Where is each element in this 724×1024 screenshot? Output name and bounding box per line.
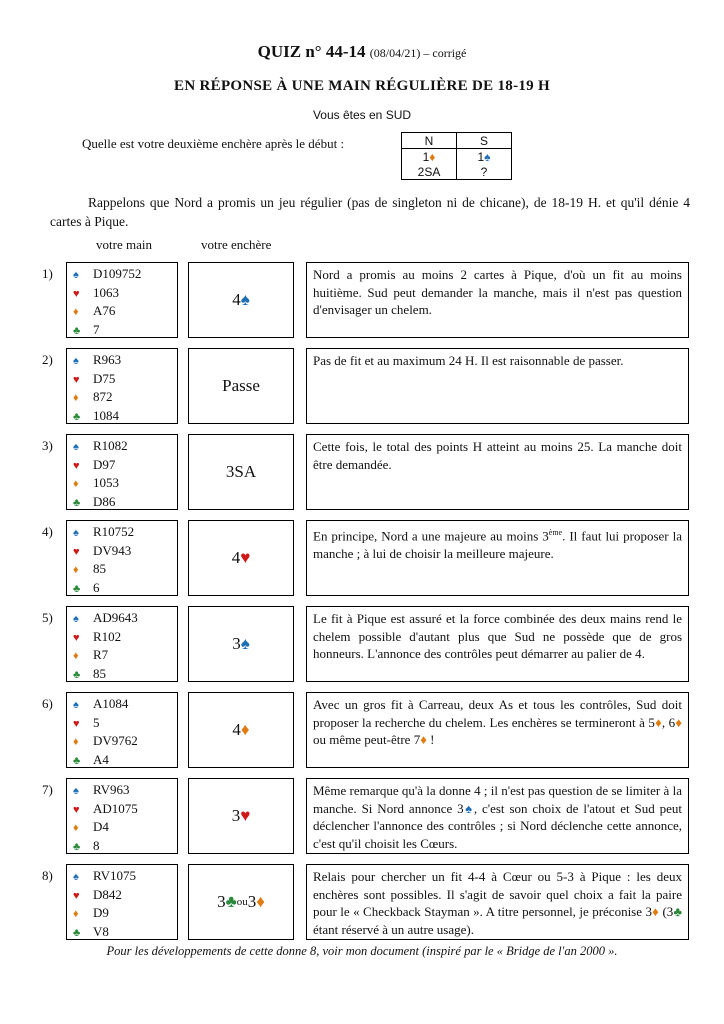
- explanation-box: Même remarque qu'à la donne 4 ; il n'est pas question de se limiter à la manche. Si Nord annonce 3♠, c'est son choix de l'atout et Sud peut déclencher l'annonce des contrôles ; si Nord déclenche cette annonce, c'est qu'il choisit les Cœurs.: [306, 778, 689, 854]
- club-icon: ♣: [225, 892, 237, 911]
- diamond-icon: ♦: [675, 714, 682, 730]
- spade-icon: ♠: [484, 149, 491, 164]
- explanation-box: Nord a promis au moins 2 cartes à Pique, d'où un fit au moins huitième. Sud peut demander la manche, mais il n'est pas question d'envisager un chelem.: [306, 262, 689, 338]
- explanation-box: Relais pour chercher un fit 4-4 à Cœur ou 5-3 à Pique : les deux enchères sont possibles. Il s'agit de savoir quel choix a fait la paire pour le « Checkback Stayman ». A titre personnel, je préconise 3♦ (3♣ étant réservé à un autre usage).: [306, 864, 689, 940]
- diamond-icon: ♦: [73, 564, 79, 576]
- hand-cards: D842: [93, 886, 122, 902]
- position-line: Vous êtes en SUD: [312, 108, 412, 122]
- heart-icon: ♥: [73, 545, 80, 558]
- auction-cell: 1♦: [402, 149, 457, 165]
- hand-cards: R10752: [93, 524, 135, 539]
- club-icon: ♣: [73, 324, 81, 337]
- spade-icon: ♠: [73, 441, 79, 453]
- explanation-box: Avec un gros fit à Carreau, deux As et tous les contrôles, Sud doit proposer la recherche du chelem. Les enchères se termineront à 5♦, 6♦ ou même peut-être 7♦ !: [306, 692, 689, 768]
- heart-icon: ♥: [240, 548, 251, 567]
- spade-icon: ♠: [73, 613, 79, 625]
- hand-cards: R7: [93, 647, 109, 662]
- bid-box: 4 ♥: [188, 520, 294, 596]
- heart-icon: ♥: [73, 459, 80, 472]
- hand-suit-row: [73, 474, 177, 493]
- hand-cards: D75: [93, 370, 116, 386]
- diamond-icon: ♦: [73, 478, 79, 490]
- hand-cards: AD1075: [93, 800, 138, 816]
- explanation-box: Le fit à Pique est assuré et la force combinée des deux mains rend le chelem possible d'autant plus que Sud ne possède que de gros honneurs. L'annonce des contrôles peut démarrer au palier de 4.: [306, 606, 689, 682]
- hand-suit-row: [73, 781, 177, 800]
- diamond-icon: ♦: [73, 908, 79, 920]
- quiz-title: QUIZ n° 44-14: [257, 42, 366, 61]
- hand-cards: D97: [93, 456, 116, 472]
- hand-cards: R1082: [93, 438, 128, 453]
- quiz-date: (08/04/21) – corrigé: [369, 46, 467, 60]
- hand-cards: D9: [93, 905, 109, 920]
- heart-icon: ♥: [240, 806, 251, 825]
- spade-icon: ♠: [463, 800, 474, 816]
- diamond-icon: ♦: [256, 892, 265, 911]
- bid-box: 4 ♠: [188, 262, 294, 338]
- auction-header-s: S: [457, 133, 512, 149]
- deal-number: 8): [42, 868, 53, 883]
- hand-suit-row: [73, 321, 177, 340]
- bid-box: 3 ♣ ou 3 ♦: [188, 864, 294, 940]
- spade-icon: ♠: [73, 355, 79, 367]
- hand-cards: R102: [93, 628, 122, 644]
- deal-number: 6): [42, 696, 53, 711]
- auction-cell: 1♠: [457, 149, 512, 165]
- hand-suit-row: [73, 456, 177, 475]
- hand-suit-row: [73, 284, 177, 303]
- hand-suit-row: [73, 628, 177, 647]
- hand-cards: D109752: [93, 266, 142, 281]
- hand-cards: A4: [93, 751, 109, 767]
- footer-note: Pour les développements de cette donne 8, voir mon document (inspiré par le « Bridge de l'an 2000 ».: [106, 944, 618, 958]
- hand-box: [66, 348, 178, 424]
- club-icon: ♣: [73, 582, 81, 595]
- hand-cards: RV963: [93, 782, 130, 797]
- hand-box: [66, 692, 178, 768]
- bid-or: ou: [236, 896, 248, 908]
- hand-cards: DV943: [93, 542, 132, 558]
- club-icon: ♣: [673, 904, 683, 919]
- club-icon: ♣: [73, 410, 81, 423]
- hand-suit-row: [73, 302, 177, 321]
- hand-suit-row: [73, 665, 177, 684]
- hand-suit-row: [73, 751, 177, 770]
- hand-suit-row: [73, 837, 177, 856]
- hand-cards: R963: [93, 352, 122, 367]
- hand-cards: 6: [93, 579, 100, 595]
- club-icon: ♣: [73, 496, 81, 509]
- spade-icon: ♠: [240, 290, 250, 309]
- hand-suit-row: [73, 265, 177, 284]
- spade-icon: ♠: [240, 634, 250, 653]
- deal-number: 3): [42, 438, 53, 453]
- bid-box: 3 ♠: [188, 606, 294, 682]
- spade-icon: ♠: [73, 699, 79, 711]
- diamond-icon: ♦: [429, 149, 436, 164]
- question-line: Quelle est votre deuxième enchère après le début :: [82, 136, 345, 151]
- hand-cards: 8: [93, 837, 100, 853]
- explanation-box: En principe, Nord a une majeure au moins 3ème. Il faut lui proposer la manche ; à lui de choisir la meilleure majeure.: [306, 520, 689, 596]
- auction-cell: ?: [457, 164, 512, 180]
- hand-suit-row: [73, 351, 177, 370]
- spade-icon: ♠: [73, 527, 79, 539]
- hand-cards: RV1075: [93, 868, 137, 883]
- heart-icon: ♥: [73, 803, 80, 816]
- page-subtitle: EN RÉPONSE À UNE MAIN RÉGULIÈRE DE 18-19 H: [174, 78, 550, 94]
- hand-box: [66, 606, 178, 682]
- diamond-icon: ♦: [651, 904, 659, 919]
- heart-icon: ♥: [73, 631, 80, 644]
- hand-suit-row: [73, 493, 177, 512]
- page-title: [0, 42, 724, 62]
- diamond-icon: ♦: [240, 720, 250, 739]
- hand-suit-row: [73, 560, 177, 579]
- auction-table: [401, 132, 512, 180]
- hand-suit-row: [73, 370, 177, 389]
- hand-cards: DV9762: [93, 733, 138, 748]
- column-header-hand: votre main: [96, 237, 152, 252]
- bid-box: 3 ♥: [188, 778, 294, 854]
- hand-cards: 872: [93, 389, 113, 404]
- hand-box: [66, 778, 178, 854]
- hand-cards: D86: [93, 493, 116, 509]
- club-icon: ♣: [73, 840, 81, 853]
- hand-cards: 1084: [93, 407, 119, 423]
- hand-box: [66, 864, 178, 940]
- deal-number: 2): [42, 352, 53, 367]
- club-icon: ♣: [73, 668, 81, 681]
- hand-suit-row: [73, 904, 177, 923]
- intro-paragraph: Rappelons que Nord a promis un jeu régulier (pas de singleton ni de chicane), de 18-19 H. et qu'il dénie 4 cartes à Pique.: [50, 195, 690, 229]
- deal-number: 5): [42, 610, 53, 625]
- hand-suit-row: [73, 407, 177, 426]
- heart-icon: ♥: [73, 889, 80, 902]
- auction-header-n: N: [402, 133, 457, 149]
- hand-suit-row: [73, 867, 177, 886]
- bid-box: 3SA: [188, 434, 294, 510]
- hand-suit-row: [73, 388, 177, 407]
- hand-suit-row: [73, 609, 177, 628]
- club-icon: ♣: [73, 926, 81, 939]
- deal-number: 1): [42, 266, 53, 281]
- deal-number: 7): [42, 782, 53, 797]
- bid-box: Passe: [188, 348, 294, 424]
- hand-cards: D4: [93, 819, 109, 834]
- hand-suit-row: [73, 714, 177, 733]
- hand-cards: V8: [93, 923, 109, 939]
- diamond-icon: ♦: [73, 822, 79, 834]
- column-header-bid: votre enchère: [201, 237, 272, 252]
- explanation-box: Cette fois, le total des points H atteint au moins 25. La manche doit être demandée.: [306, 434, 689, 510]
- hand-suit-row: [73, 732, 177, 751]
- spade-icon: ♠: [73, 871, 79, 883]
- hand-cards: 1053: [93, 475, 119, 490]
- hand-suit-row: [73, 886, 177, 905]
- auction-cell: 2SA: [402, 164, 457, 180]
- hand-cards: AD9643: [93, 610, 138, 625]
- hand-suit-row: [73, 579, 177, 598]
- diamond-icon: ♦: [73, 306, 79, 318]
- heart-icon: ♥: [73, 287, 80, 300]
- hand-suit-row: [73, 437, 177, 456]
- bid-box: 4 ♦: [188, 692, 294, 768]
- hand-cards: 7: [93, 321, 100, 337]
- hand-suit-row: [73, 695, 177, 714]
- club-icon: ♣: [73, 754, 81, 767]
- hand-suit-row: [73, 923, 177, 942]
- hand-cards: 85: [93, 665, 106, 681]
- hand-suit-row: [73, 646, 177, 665]
- spade-icon: ♠: [73, 269, 79, 281]
- hand-cards: 85: [93, 561, 106, 576]
- hand-box: [66, 520, 178, 596]
- hand-box: [66, 262, 178, 338]
- explanation-box: Pas de fit et au maximum 24 H. Il est raisonnable de passer.: [306, 348, 689, 424]
- hand-suit-row: [73, 523, 177, 542]
- diamond-icon: ♦: [73, 392, 79, 404]
- hand-cards: 5: [93, 714, 100, 730]
- diamond-icon: ♦: [420, 732, 427, 747]
- hand-box: [66, 434, 178, 510]
- hand-cards: 1063: [93, 284, 119, 300]
- spade-icon: ♠: [73, 785, 79, 797]
- diamond-icon: ♦: [654, 714, 662, 730]
- hand-cards: A76: [93, 303, 116, 318]
- hand-suit-row: [73, 542, 177, 561]
- heart-icon: ♥: [73, 373, 80, 386]
- diamond-icon: ♦: [73, 736, 79, 748]
- heart-icon: ♥: [73, 717, 80, 730]
- deal-number: 4): [42, 524, 53, 539]
- diamond-icon: ♦: [73, 650, 79, 662]
- hand-suit-row: [73, 818, 177, 837]
- hand-suit-row: [73, 800, 177, 819]
- hand-cards: A1084: [93, 696, 129, 711]
